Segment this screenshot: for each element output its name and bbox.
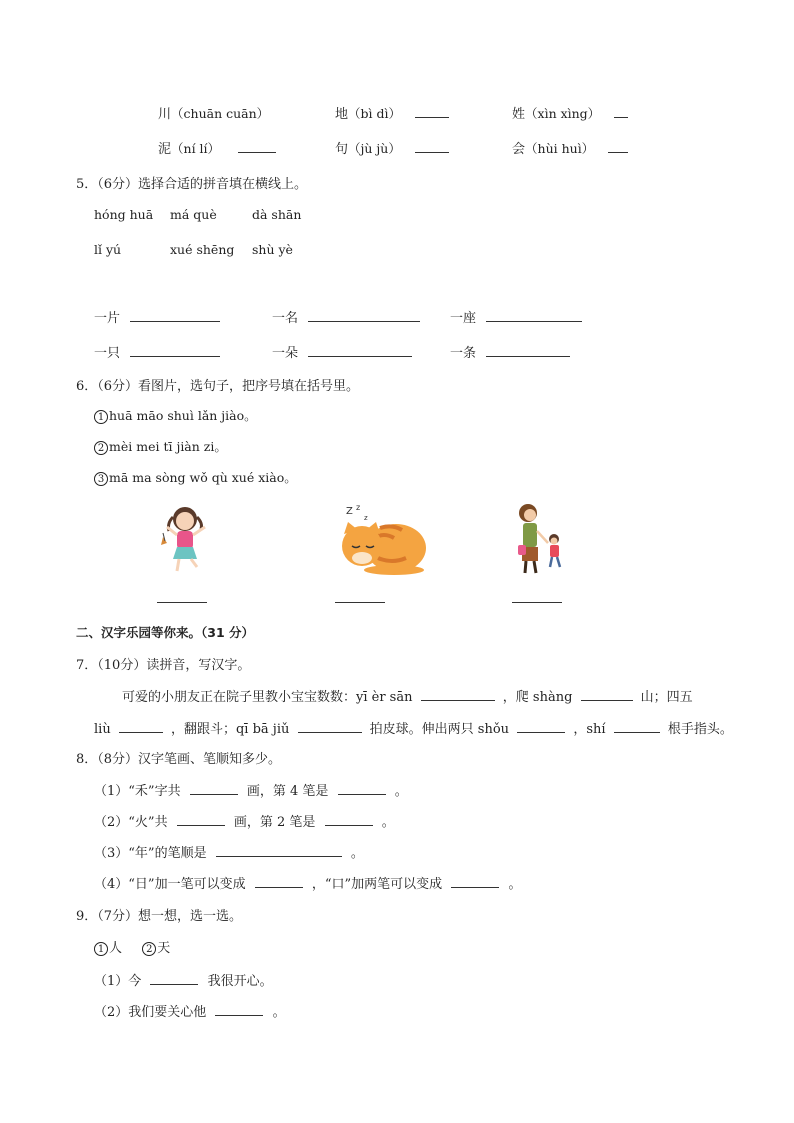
q5-option: xué shēng xyxy=(170,242,235,257)
answer-blank[interactable] xyxy=(190,780,238,795)
q7-text: ，shí xyxy=(573,722,606,737)
q5-option: dà shān xyxy=(252,207,302,222)
q9-item-1 xyxy=(94,970,273,989)
q7-line-1 xyxy=(122,686,693,705)
image-answer-blank[interactable] xyxy=(157,602,207,603)
q8-text: （4）“日”加一笔可以变成 xyxy=(94,877,246,892)
q8-text: 画，第 4 笔是 xyxy=(246,784,329,799)
answer-blank[interactable] xyxy=(216,842,342,857)
answer-blank[interactable] xyxy=(415,103,449,118)
answer-blank[interactable] xyxy=(308,342,412,357)
q6-sentence-3 xyxy=(94,468,297,486)
q8-text: （1）“禾”字共 xyxy=(94,784,181,799)
q5-fill-item xyxy=(450,307,582,326)
q8-item-1 xyxy=(94,780,408,799)
svg-text:z: z xyxy=(364,514,368,522)
answer-blank[interactable] xyxy=(614,718,660,733)
q5-fill-item xyxy=(450,342,570,361)
q5-fill-item xyxy=(272,307,420,326)
answer-blank[interactable] xyxy=(130,342,220,357)
q8-text: ，“口”加两笔可以变成 xyxy=(311,877,443,892)
q4-pinyin: （bì dì） xyxy=(348,106,401,121)
circled-number: 1 xyxy=(94,410,108,424)
answer-blank[interactable] xyxy=(517,718,565,733)
image-answer-blank[interactable] xyxy=(512,602,562,603)
circled-number: 2 xyxy=(94,441,108,455)
answer-blank[interactable] xyxy=(486,307,582,322)
answer-blank[interactable] xyxy=(150,970,198,985)
q4-char: 姓 xyxy=(512,107,526,122)
choice-text: 人 xyxy=(109,941,123,956)
q5-fill-label: 一名 xyxy=(272,311,299,326)
answer-blank[interactable] xyxy=(130,307,220,322)
q7-text: ，翻跟斗；qī bā jiǔ xyxy=(170,722,290,737)
q5-fill-label: 一朵 xyxy=(272,346,299,361)
q4-row-1-item-3 xyxy=(512,103,628,122)
answer-blank[interactable] xyxy=(215,1001,263,1016)
q9-choices xyxy=(94,937,170,956)
q5-option: shù yè xyxy=(252,242,293,257)
answer-blank[interactable] xyxy=(338,780,386,795)
q4-pinyin: （chuān cuān） xyxy=(171,106,270,121)
q9-item-2 xyxy=(94,1001,286,1020)
q7-text: 拍皮球。伸出两只 shǒu xyxy=(369,722,510,737)
choice-text: 天 xyxy=(157,941,171,956)
answer-blank[interactable] xyxy=(451,873,499,888)
q9-title: 9．（7分）想一想，选一选。 xyxy=(76,909,243,924)
q7-text: 可爱的小朋友正在院子里教小宝宝数数：yī èr sān xyxy=(122,690,413,705)
answer-blank[interactable] xyxy=(421,686,495,701)
circled-number: 1 xyxy=(94,942,108,956)
q8-item-3 xyxy=(94,842,364,861)
q8-text: 。 xyxy=(394,784,408,799)
answer-blank[interactable] xyxy=(581,686,633,701)
q8-text: 画，第 2 笔是 xyxy=(233,815,316,830)
q4-pinyin: （hùi huì） xyxy=(525,141,595,156)
q8-text: 。 xyxy=(381,815,395,830)
q4-pinyin: （xìn xìng） xyxy=(525,106,601,121)
q6-sentence-2 xyxy=(94,437,227,455)
answer-blank[interactable] xyxy=(614,103,628,118)
q7-text: liù xyxy=(94,722,111,737)
answer-blank[interactable] xyxy=(298,718,362,733)
q8-item-2 xyxy=(94,811,395,830)
q8-text: 。 xyxy=(350,846,364,861)
answer-blank[interactable] xyxy=(238,138,276,153)
circled-number: 2 xyxy=(142,942,156,956)
mother-walking-child-image xyxy=(512,499,572,575)
q7-line-2 xyxy=(94,718,733,737)
q5-fill-item xyxy=(94,342,220,361)
q4-char: 泥 xyxy=(158,142,172,157)
q8-text: （2）“火”共 xyxy=(94,815,168,830)
section-title: 二、汉字乐园等你来。（31 分） xyxy=(76,625,254,640)
q6-title: 6．（6分）看图片，选句子，把序号填在括号里。 xyxy=(76,379,360,394)
q4-char: 地 xyxy=(335,107,349,122)
q9-text: 。 xyxy=(272,1005,286,1020)
sentence-text: mā ma sòng wǒ qù xué xiào。 xyxy=(109,470,297,485)
q5-fill-label: 一条 xyxy=(450,346,477,361)
girl-kicking-shuttlecock-image xyxy=(155,497,215,577)
answer-blank[interactable] xyxy=(415,138,449,153)
q5-option: má què xyxy=(170,207,217,222)
sentence-text: mèi mei tī jiàn zi。 xyxy=(109,439,227,454)
q5-fill-label: 一片 xyxy=(94,311,121,326)
q5-option: lǐ yú xyxy=(94,242,122,257)
image-answer-blank[interactable] xyxy=(335,602,385,603)
q4-row-2-item-2 xyxy=(335,138,449,157)
q6-sentence-1 xyxy=(94,406,257,424)
answer-blank[interactable] xyxy=(177,811,225,826)
q4-row-2-item-3 xyxy=(512,138,628,157)
q4-pinyin: （jù jù） xyxy=(348,141,401,156)
q7-title: 7．（10分）读拼音，写汉字。 xyxy=(76,658,251,673)
q4-row-2 xyxy=(158,138,276,157)
q9-text: 我很开心。 xyxy=(207,974,273,989)
svg-text:Z: Z xyxy=(346,506,353,517)
q4-pinyin: （ní lí） xyxy=(171,141,221,156)
q5-title: 5．（6分）选择合适的拼音填在横线上。 xyxy=(76,177,308,192)
circled-number: 3 xyxy=(94,472,108,486)
q9-text: （2）我们要关心他 xyxy=(94,1005,207,1020)
answer-blank[interactable] xyxy=(486,342,570,357)
answer-blank[interactable] xyxy=(255,873,303,888)
q7-text: 根手指头。 xyxy=(667,722,733,737)
q9-text: （1）今 xyxy=(94,974,142,989)
answer-blank[interactable] xyxy=(325,811,373,826)
q8-text: 。 xyxy=(508,877,522,892)
q8-item-4 xyxy=(94,873,521,892)
q4-char: 川 xyxy=(158,107,172,122)
q5-fill-label: 一座 xyxy=(450,311,477,326)
q5-fill-item xyxy=(94,307,220,326)
q7-text: 山；四五 xyxy=(640,690,693,705)
q5-fill-item xyxy=(272,342,412,361)
q5-fill-label: 一只 xyxy=(94,346,121,361)
q8-title: 8．（8分）汉字笔画、笔顺知多少。 xyxy=(76,752,282,767)
svg-text:z: z xyxy=(356,503,361,512)
q5-option: hóng huā xyxy=(94,207,154,222)
q4-char: 句 xyxy=(335,142,349,157)
answer-blank[interactable] xyxy=(119,718,163,733)
q4-row-1 xyxy=(158,103,269,122)
answer-blank[interactable] xyxy=(308,307,420,322)
q7-text: ，爬 shàng xyxy=(502,690,573,705)
sentence-text: huā māo shuì lǎn jiào。 xyxy=(109,408,257,423)
q4-row-1-item-2 xyxy=(335,103,449,122)
q4-char: 会 xyxy=(512,142,526,157)
sleeping-orange-cat-image xyxy=(334,498,430,576)
q8-text: （3）“年”的笔顺是 xyxy=(94,846,207,861)
answer-blank[interactable] xyxy=(608,138,628,153)
